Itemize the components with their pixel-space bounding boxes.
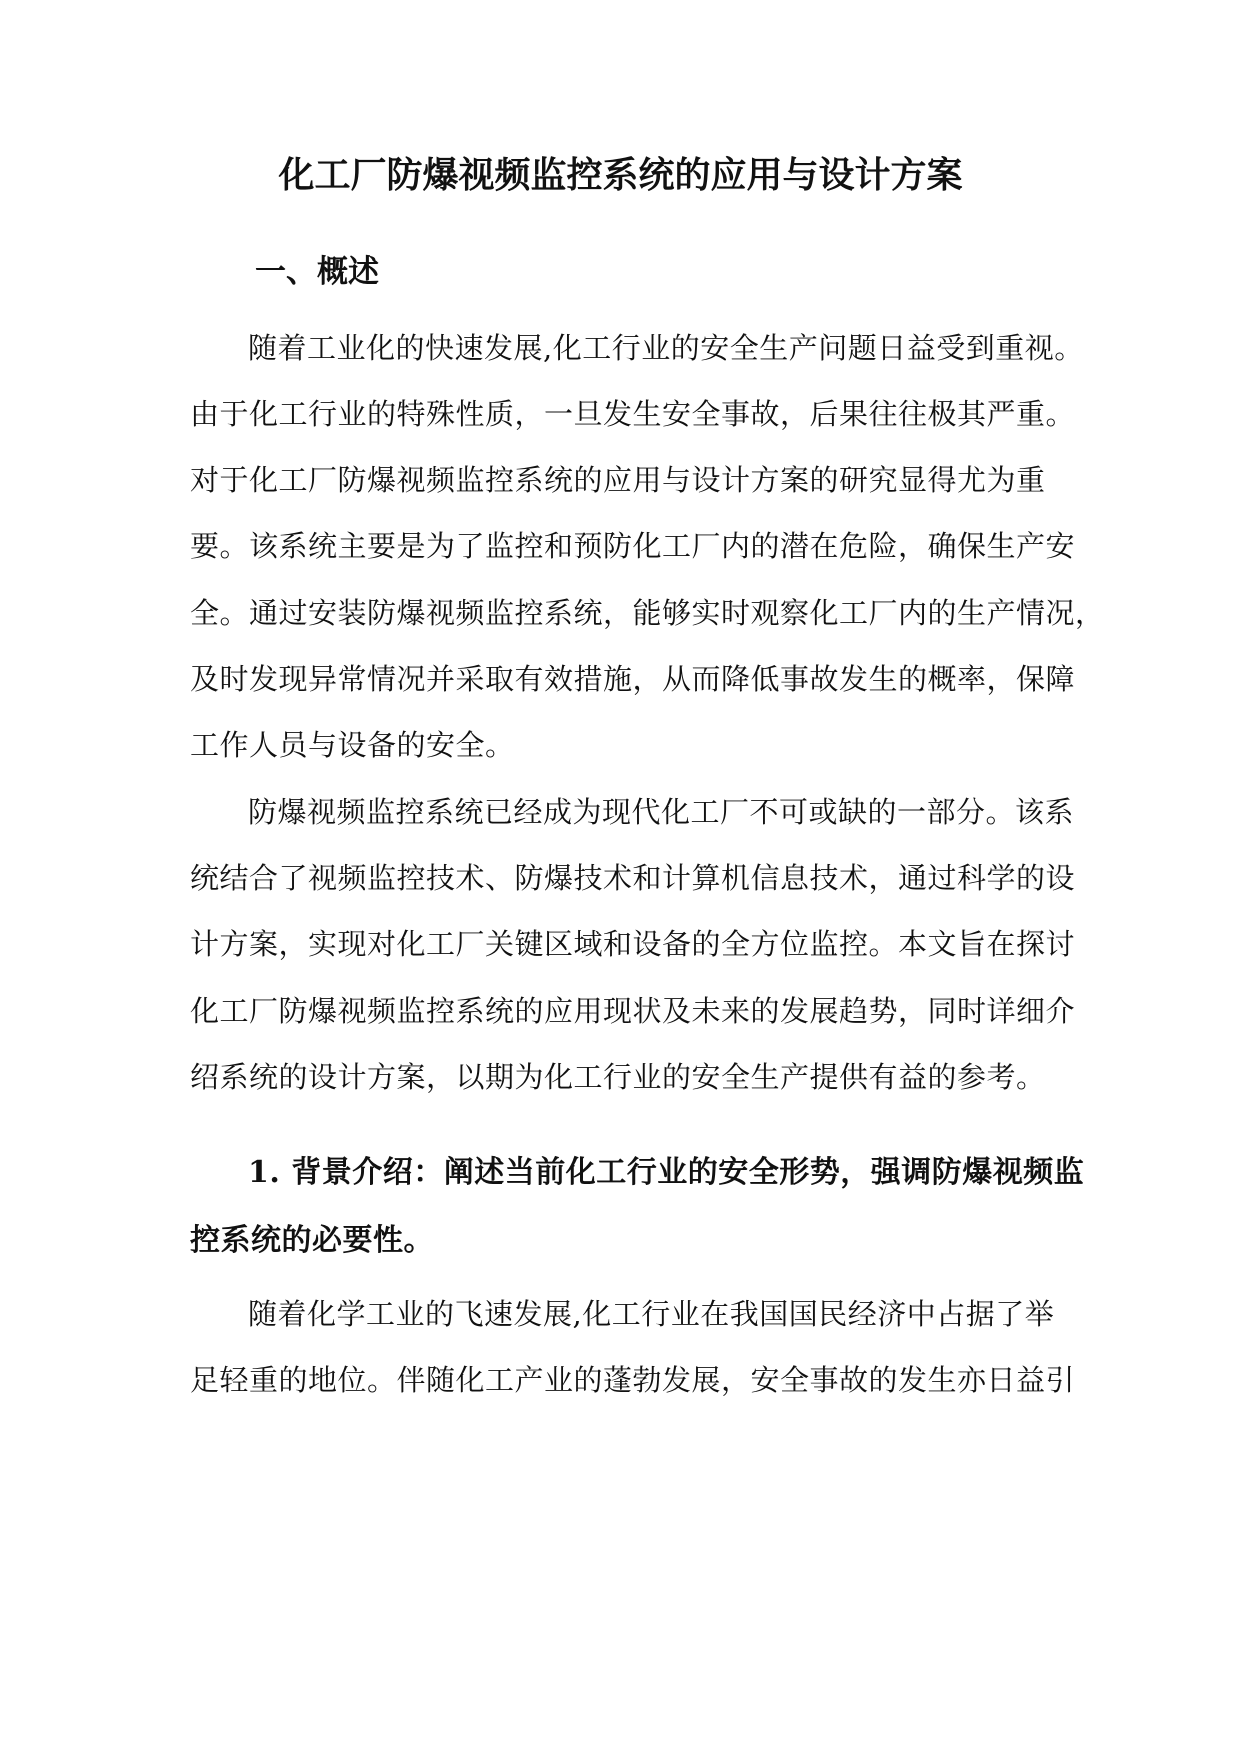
paragraph-line: 绍系统的设计方案，以期为化工行业的安全生产提供有益的参考。 bbox=[190, 1060, 1046, 1094]
paragraph-line: 防爆视频监控系统已经成为现代化工厂不可或缺的一部分。该系 bbox=[248, 795, 1075, 829]
paragraph-line: 对于化工厂防爆视频监控系统的应用与设计方案的研究显得尤为重 bbox=[190, 463, 1046, 497]
paragraph-line: 计方案，实现对化工厂关键区域和设备的全方位监控。本文旨在探讨 bbox=[190, 927, 1076, 961]
paragraph-line: 足轻重的地位。伴随化工产业的蓬勃发展，安全事故的发生亦日益引 bbox=[190, 1363, 1076, 1397]
subheading-background: 1. 背景介绍：阐述当前化工行业的安全形势，强调防爆视频监 bbox=[248, 1155, 1085, 1190]
paragraph-line: 全。通过安装防爆视频监控系统，能够实时观察化工厂内的生产情况， bbox=[190, 596, 1105, 630]
paragraph-line: 要。该系统主要是为了监控和预防化工厂内的潜在危险，确保生产安 bbox=[190, 529, 1076, 563]
paragraph-line: 及时发现异常情况并采取有效措施，从而降低事故发生的概率，保障 bbox=[190, 662, 1076, 696]
subheading-background: 控系统的必要性。 bbox=[190, 1223, 434, 1258]
paragraph-line: 随着工业化的快速发展,化工行业的安全生产问题日益受到重视。 bbox=[248, 331, 1084, 365]
paragraph-line: 统结合了视频监控技术、防爆技术和计算机信息技术，通过科学的设 bbox=[190, 861, 1076, 895]
section-heading-overview: 一、概述 bbox=[255, 254, 379, 290]
paragraph-line: 由于化工行业的特殊性质，一旦发生安全事故，后果往往极其严重。 bbox=[190, 397, 1076, 431]
paragraph-line: 工作人员与设备的安全。 bbox=[190, 728, 515, 762]
document-title: 化工厂防爆视频监控系统的应用与设计方案 bbox=[278, 154, 963, 196]
paragraph-line: 随着化学工业的飞速发展,化工行业在我国国民经济中占据了举 bbox=[248, 1297, 1055, 1331]
paragraph-line: 化工厂防爆视频监控系统的应用现状及未来的发展趋势，同时详细介 bbox=[190, 994, 1076, 1028]
